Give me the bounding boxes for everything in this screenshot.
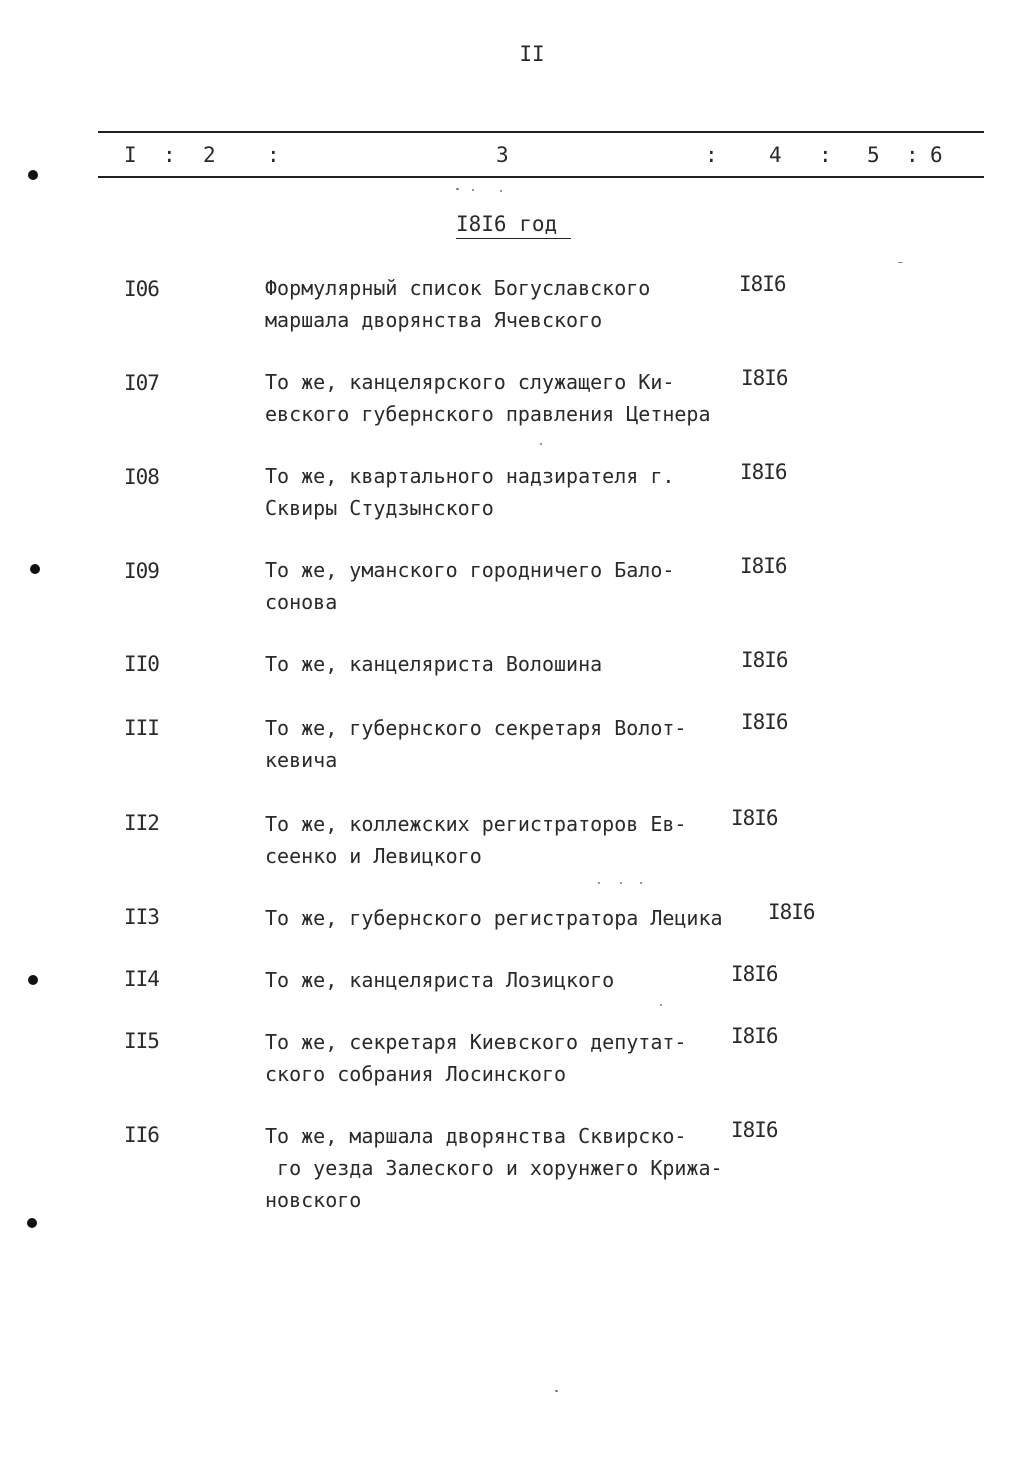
record-description: То же, канцелярского служащего Ки- евского губернского правления Цетнера — [265, 370, 711, 426]
page-number: II — [519, 42, 545, 66]
scan-speck — [898, 262, 903, 263]
column-separator: : — [906, 143, 919, 167]
punch-hole — [27, 1218, 37, 1228]
record-description: Формулярный список Богуславского маршала дворянства Ячевского — [265, 276, 651, 332]
record-year: I8I6 — [740, 460, 787, 484]
record-description: То же, канцеляриста Лозицкого — [265, 968, 615, 992]
record-year: I8I6 — [741, 710, 788, 734]
column-header-5: 5 — [867, 143, 880, 167]
record-year: I8I6 — [741, 366, 788, 390]
record-year: I8I6 — [731, 1118, 778, 1142]
scan-speck — [472, 189, 474, 191]
record-description: То же, маршала дворянства Сквирско- го уезда Залеского и хорунжего Крижа- новского — [265, 1124, 723, 1212]
record-description: То же, квартального надзирателя г. Сквиры Студзынского — [265, 464, 675, 520]
column-header-3: 3 — [496, 143, 509, 167]
year-heading: I8I6 год — [456, 212, 571, 239]
record-description: То же, губернского секретаря Волот- кевича — [265, 716, 687, 772]
header-bottom-rule — [98, 176, 984, 178]
record-year: I8I6 — [768, 900, 815, 924]
record-number: I08 — [124, 465, 159, 489]
scan-speck — [540, 443, 542, 445]
record-description: То же, уманского городничего Бало- сонова — [265, 558, 675, 614]
record-number: I06 — [124, 277, 159, 301]
record-number: I07 — [124, 371, 159, 395]
scan-speck — [500, 190, 502, 192]
column-separator: : — [819, 143, 832, 167]
record-number: I09 — [124, 559, 159, 583]
record-number: III — [124, 716, 159, 740]
record-number: II6 — [124, 1123, 159, 1147]
scan-speck — [660, 1004, 662, 1006]
record-year: I8I6 — [739, 272, 786, 296]
punch-hole — [28, 170, 38, 180]
record-description: То же, секретаря Киевского депутат- ского собрания Лосинского — [265, 1030, 687, 1086]
record-number: II3 — [124, 905, 159, 929]
record-year: I8I6 — [731, 962, 778, 986]
record-year: I8I6 — [731, 1024, 778, 1048]
record-year: I8I6 — [731, 806, 778, 830]
record-number: II5 — [124, 1029, 159, 1053]
record-number: II2 — [124, 811, 159, 835]
column-header-6: 6 — [930, 143, 943, 167]
scan-speck — [598, 882, 600, 884]
column-separator: : — [267, 143, 280, 167]
punch-hole — [30, 564, 40, 574]
column-header-4: 4 — [769, 143, 782, 167]
column-separator: : — [705, 143, 718, 167]
record-description: То же, коллежских регистраторов Ев- сеенко и Левицкого — [265, 812, 687, 868]
record-number: II0 — [124, 652, 159, 676]
scan-speck — [620, 882, 622, 884]
record-description: То же, канцеляриста Волошина — [265, 652, 603, 676]
column-header-1: I — [124, 143, 137, 167]
record-year: I8I6 — [740, 554, 787, 578]
record-year: I8I6 — [741, 648, 788, 672]
header-top-rule — [98, 131, 984, 133]
punch-hole — [28, 975, 38, 985]
column-separator: : — [163, 143, 176, 167]
scan-speck — [640, 882, 642, 884]
scan-speck — [456, 188, 459, 190]
record-number: II4 — [124, 967, 159, 991]
column-header-2: 2 — [203, 143, 216, 167]
scan-speck — [555, 1390, 558, 1392]
record-description: То же, губернского регистратора Лецика — [265, 906, 723, 930]
